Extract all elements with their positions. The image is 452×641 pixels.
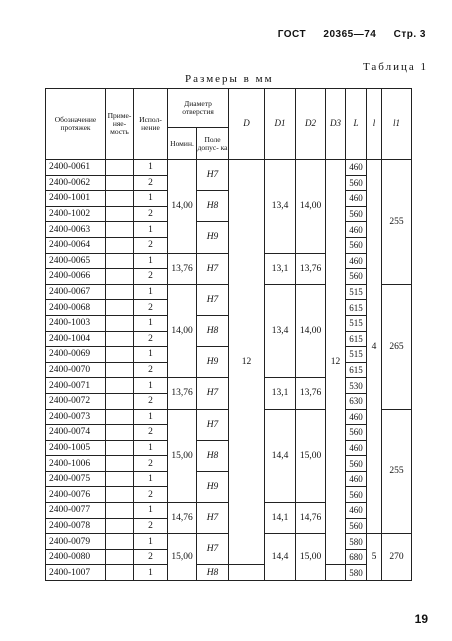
nominal-cell: 15,00 [168,534,197,581]
designation-cell: 2400-0066 [46,269,106,285]
L-cell: 530 [346,378,367,394]
application-cell [106,315,134,331]
execution-cell: 2 [134,269,168,285]
D1-cell: 13,1 [265,253,296,284]
designation-cell: 2400-1003 [46,315,106,331]
designation-cell: 2400-0079 [46,534,106,550]
execution-cell: 1 [134,534,168,550]
table-row [46,160,412,176]
L-cell: 515 [346,347,367,363]
designation-cell: 2400-0064 [46,237,106,253]
D2-cell: 15,00 [296,409,326,503]
designation-cell: 2400-0080 [46,549,106,565]
L-cell: 580 [346,565,367,581]
application-cell [106,300,134,316]
designation-cell: 2400-0069 [46,347,106,363]
application-cell [106,565,134,581]
execution-cell: 1 [134,347,168,363]
l1-cell: 255 [382,160,412,285]
units-caption: Размеры в мм [185,73,274,85]
L-cell: 460 [346,503,367,519]
application-cell [106,284,134,300]
application-cell [106,503,134,519]
designation-cell: 2400-0072 [46,393,106,409]
D2-cell: 14,00 [296,160,326,254]
col-execution: Испол- нение [134,89,168,160]
execution-cell: 1 [134,284,168,300]
execution-cell: 1 [134,440,168,456]
L-cell: 680 [346,549,367,565]
D3-cell [326,565,346,581]
execution-cell: 2 [134,237,168,253]
L-cell: 615 [346,331,367,347]
designation-cell: 2400-0071 [46,378,106,394]
table-row [46,191,412,207]
execution-cell: 1 [134,471,168,487]
table-row [46,409,412,425]
L-cell: 460 [346,471,367,487]
tolerance-cell: H8 [197,315,229,346]
col-D3: D3 [326,89,346,160]
designation-cell: 2400-0063 [46,222,106,238]
page-label: Стр. 3 [393,29,426,40]
execution-cell: 2 [134,362,168,378]
application-cell [106,456,134,472]
designation-cell: 2400-1005 [46,440,106,456]
D1-cell: 13,1 [265,378,296,409]
execution-cell: 1 [134,409,168,425]
D2-cell: 14,76 [296,503,326,534]
col-nominal: Номин. [168,128,197,160]
D1-cell: 14,1 [265,503,296,534]
execution-cell: 1 [134,378,168,394]
application-cell [106,378,134,394]
execution-cell: 1 [134,253,168,269]
tolerance-cell: H7 [197,378,229,409]
execution-cell: 1 [134,160,168,176]
application-cell [106,347,134,363]
L-cell: 460 [346,191,367,207]
L-cell: 615 [346,300,367,316]
application-cell [106,222,134,238]
table-row [46,440,412,456]
execution-cell: 1 [134,222,168,238]
designation-cell: 2400-1002 [46,206,106,222]
L-cell: 460 [346,253,367,269]
D1-cell: 13,4 [265,284,296,378]
table-row [46,503,412,519]
D1-cell: 14,4 [265,534,296,581]
execution-cell: 2 [134,300,168,316]
execution-cell: 1 [134,503,168,519]
execution-cell: 2 [134,393,168,409]
L-cell: 460 [346,409,367,425]
nominal-cell: 14,76 [168,503,197,534]
application-cell [106,175,134,191]
designation-cell: 2400-1004 [46,331,106,347]
L-cell: 460 [346,222,367,238]
l1-cell: 270 [382,534,412,581]
table-body [46,160,412,581]
D2-cell: 13,76 [296,253,326,284]
col-l: l [367,89,382,160]
gost-label: ГОСТ [277,29,307,40]
designation-cell: 2400-0070 [46,362,106,378]
tolerance-cell: H7 [197,160,229,191]
L-cell: 630 [346,393,367,409]
L-cell: 460 [346,160,367,176]
col-D: D [229,89,265,160]
table-row [46,378,412,394]
L-cell: 460 [346,440,367,456]
application-cell [106,471,134,487]
col-tolerance: Поле допус- ка [197,128,229,160]
execution-cell: 1 [134,565,168,581]
designation-cell: 2400-1001 [46,191,106,207]
execution-cell: 2 [134,425,168,441]
l-cell: 4 [367,160,382,534]
L-cell: 560 [346,269,367,285]
execution-cell: 2 [134,331,168,347]
designation-cell: 2400-1006 [46,456,106,472]
table-row [46,534,412,550]
L-cell: 560 [346,175,367,191]
nominal-cell: 14,00 [168,160,197,254]
designation-cell: 2400-0061 [46,160,106,176]
designation-cell: 2400-0078 [46,518,106,534]
L-cell: 560 [346,425,367,441]
table-row [46,565,412,581]
col-L: L [346,89,367,160]
D2-cell: 15,00 [296,534,326,581]
L-cell: 515 [346,284,367,300]
D-cell [229,565,265,581]
col-application: Приме- няе- мость [106,89,134,160]
table-row [46,222,412,238]
D1-cell: 14,4 [265,409,296,503]
tolerance-cell: H8 [197,440,229,471]
L-cell: 560 [346,206,367,222]
designation-cell: 2400-0068 [46,300,106,316]
application-cell [106,191,134,207]
tolerance-cell: H8 [197,565,229,581]
application-cell [106,331,134,347]
table-row [46,347,412,363]
execution-cell: 2 [134,456,168,472]
L-cell: 560 [346,487,367,503]
l1-cell: 255 [382,409,412,534]
designation-cell: 2400-0067 [46,284,106,300]
application-cell [106,362,134,378]
col-hole-diameter: Диаметр отверстия [168,89,229,128]
col-D1: D1 [265,89,296,160]
nominal-cell: 13,76 [168,378,197,409]
designation-cell: 2400-0073 [46,409,106,425]
application-cell [106,237,134,253]
tolerance-cell: H7 [197,253,229,284]
l-cell: 5 [367,534,382,581]
col-l1: l1 [382,89,412,160]
L-cell: 560 [346,518,367,534]
page-number: 19 [414,612,428,626]
designation-cell: 2400-0076 [46,487,106,503]
nominal-cell: 15,00 [168,409,197,503]
col-designation: Обозначение протяжек [46,89,106,160]
execution-cell: 1 [134,191,168,207]
l1-cell: 265 [382,284,412,409]
tolerance-cell: H9 [197,471,229,502]
execution-cell: 2 [134,487,168,503]
designation-cell: 2400-1007 [46,565,106,581]
L-cell: 615 [346,362,367,378]
tolerance-cell: H7 [197,284,229,315]
designation-cell: 2400-0062 [46,175,106,191]
tolerance-cell: H9 [197,222,229,253]
designation-cell: 2400-0075 [46,471,106,487]
application-cell [106,206,134,222]
application-cell [106,269,134,285]
L-cell: 580 [346,534,367,550]
L-cell: 560 [346,237,367,253]
designation-cell: 2400-0077 [46,503,106,519]
table-number: Таблица 1 [362,61,428,73]
execution-cell: 2 [134,518,168,534]
table-row [46,253,412,269]
application-cell [106,409,134,425]
tolerance-cell: H8 [197,191,229,222]
D2-cell: 13,76 [296,378,326,409]
tolerance-cell: H7 [197,409,229,440]
L-cell: 515 [346,315,367,331]
application-cell [106,487,134,503]
execution-cell: 2 [134,206,168,222]
col-D2: D2 [296,89,326,160]
application-cell [106,253,134,269]
nominal-cell: 13,76 [168,253,197,284]
application-cell [106,518,134,534]
table-row [46,315,412,331]
D-cell: 12 [229,160,265,565]
application-cell [106,160,134,176]
nominal-cell: 14,00 [168,284,197,378]
table-row [46,471,412,487]
tolerance-cell: H7 [197,503,229,534]
application-cell [106,549,134,565]
page-header [264,29,426,40]
execution-cell: 2 [134,175,168,191]
D3-cell: 12 [326,160,346,565]
dimensions-table [45,88,412,581]
gost-number: 20365—74 [323,29,377,40]
D2-cell: 14,00 [296,284,326,378]
tolerance-cell: H9 [197,347,229,378]
designation-cell: 2400-0065 [46,253,106,269]
designation-cell: 2400-0074 [46,425,106,441]
execution-cell: 2 [134,549,168,565]
table-row [46,284,412,300]
application-cell [106,440,134,456]
L-cell: 560 [346,456,367,472]
application-cell [106,425,134,441]
execution-cell: 1 [134,315,168,331]
tolerance-cell: H7 [197,534,229,565]
application-cell [106,393,134,409]
D1-cell: 13,4 [265,160,296,254]
application-cell [106,534,134,550]
